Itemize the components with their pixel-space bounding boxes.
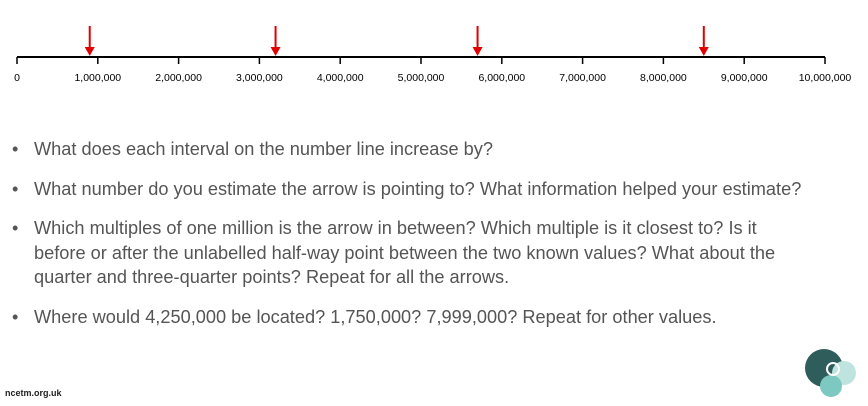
number-line-tick-label: 4,000,000	[316, 72, 364, 84]
number-line	[0, 0, 868, 100]
bullet-icon: •	[12, 178, 19, 199]
number-line-arrow	[271, 26, 281, 56]
number-line-tick-label: 1,000,000	[74, 72, 122, 84]
question-text: Which multiples of one million is the arrow in between? Which multiple is it closest to? Is it before or after the unlabelled half-way point between the two known values? What about the quarter and three-quarter points? Repeat for all the arrows.	[34, 218, 776, 288]
number-line-tick-label: 6,000,000	[478, 72, 526, 84]
ncetm-logo-icon	[804, 348, 860, 400]
number-line-tick-label: 10,000,000	[798, 72, 852, 84]
question-text: What number do you estimate the arrow is pointing to? What information helped your estimate?	[34, 178, 802, 199]
number-line-tick-label: 0	[14, 72, 20, 84]
number-line-tick-label: 3,000,000	[236, 72, 283, 84]
bullet-icon: •	[12, 139, 19, 159]
question-text: What does each interval on the number line increase by?	[34, 139, 493, 159]
footer-site: ncetm.org.uk	[5, 388, 62, 398]
question-list	[12, 137, 812, 345]
number-line-tick-label: 7,000,000	[559, 72, 606, 84]
number-line-tick-label: 5,000,000	[397, 72, 445, 84]
question-item	[12, 177, 812, 202]
bullet-icon: •	[12, 218, 19, 239]
question-item	[12, 305, 812, 330]
question-item	[12, 137, 812, 162]
number-line-arrow	[699, 26, 709, 56]
number-line-tick-label: 9,000,000	[720, 72, 768, 84]
question-item	[12, 216, 812, 290]
number-line-arrow	[473, 26, 483, 56]
question-text: Where would 4,250,000 be located? 1,750,000? 7,999,000? Repeat for other values.	[34, 306, 717, 327]
number-line-tick-label: 2,000,000	[155, 72, 202, 84]
number-line-arrow	[85, 26, 95, 56]
bullet-icon: •	[12, 306, 19, 327]
number-line-tick-label: 8,000,000	[640, 72, 687, 84]
